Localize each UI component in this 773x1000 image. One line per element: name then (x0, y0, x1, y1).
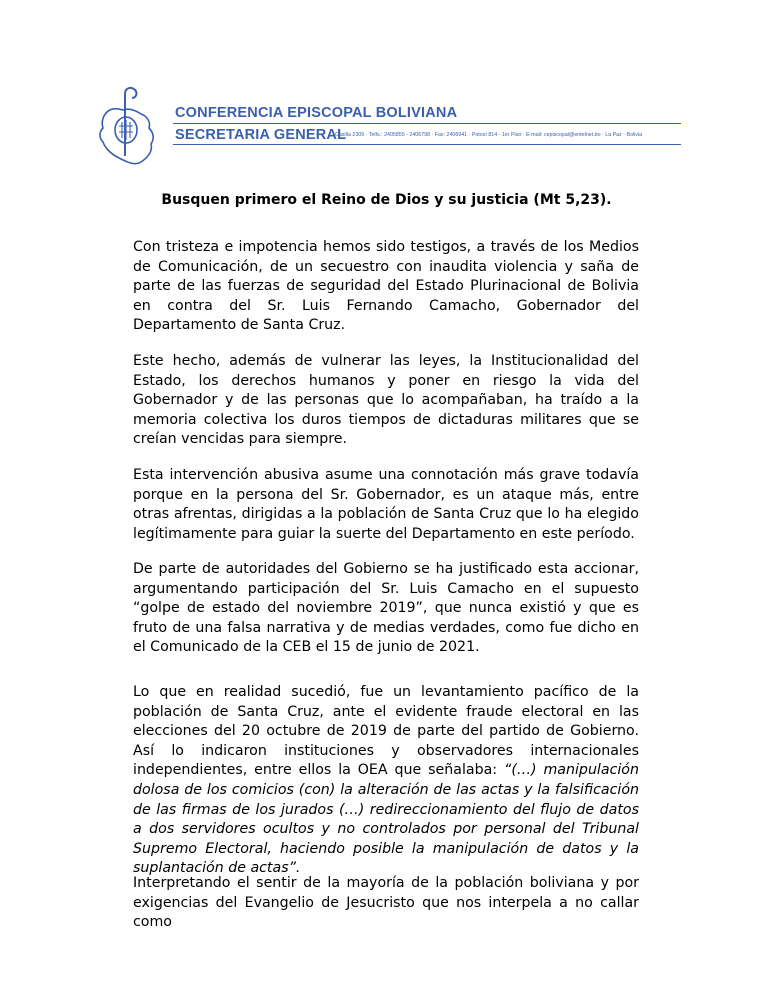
paragraph-1: Con tristeza e impotencia hemos sido testigos, a través de los Medios de Comunicación, de un secuestro con inaudita violencia y saña de parte de las fuerzas de seguridad del Estado Plurinacional de Bolivia en contra del Sr. Luis Fernando Camacho, Gobernador del Departamento de Santa Cruz. (133, 239, 639, 334)
department-name: SECRETARIA GENERAL (175, 127, 347, 143)
paragraph-2: Este hecho, además de vulnerar las leyes, la Institucionalidad del Estado, los derechos humanos y poner en riesgo la vida del Gobernador y de las personas que lo acompañaban, ha traído a la memoria colectiva los duros tiempos de dictaduras militares que se creían vencidas para siempre. (133, 353, 639, 448)
paragraph-6: Interpretando el sentir de la mayoría de la población boliviana y por exigencias del Evangelio de Jesucristo que nos interpela a no callar como (133, 875, 639, 931)
letterhead-rule-top (173, 123, 681, 124)
contact-info: Casilla 2309 · Telfs.: 2405855 - 2406798 · Fax: 2406941 · Potosí 814 - 1er Piso · E-mail: cepiscopal@entelnet.bo · La Paz - Bolivia (335, 132, 643, 138)
paragraph-5-quote: “(…) manipulación dolosa de los comicios (con) la alteración de las actas y la falsificación de las firmas de los jurados (…) redireccionamiento del flujo de datos a dos servidores ocultos y no controlados por personal del Tribunal Supremo Electoral, haciendo posible la manipulación de datos y la suplantación de actas”. (133, 762, 639, 877)
paragraph-3: Esta intervención abusiva asume una connotación más grave todavía porque en la persona del Sr. Gobernador, es un ataque más, entre otras afrentas, dirigidas a la población de Santa Cruz que lo ha elegido legítimamente para guiar la suerte del Departamento en este período. (133, 467, 639, 542)
paragraph-5-text: Lo que en realidad sucedió, fue un levantamiento pacífico de la población de Santa Cruz, ante el evidente fraude electoral en las elecciones del 20 octubre de 2019 de parte del partido de Gobierno. Así lo indicaron instituciones y observadores internacionales independientes, entre ellos la OEA que señalaba: (133, 684, 639, 779)
organization-name: CONFERENCIA EPISCOPAL BOLIVIANA (175, 105, 458, 121)
paragraph-4: De parte de autoridades del Gobierno se ha justificado esta accionar, argumentando participación del Sr. Luis Camacho en el supuesto “golpe de estado del noviembre 2019”, que nunca existió y que es fruto de una falsa narrativa y de medias verdades, como fue dicho en el Comunicado de la CEB el 15 de junio de 2021. (133, 561, 639, 656)
letterhead (95, 82, 695, 172)
bolivia-map-emblem-icon (95, 82, 157, 170)
document-title: Busquen primero el Reino de Dios y su justicia (Mt 5,23). (161, 192, 612, 208)
paragraph-5 (133, 683, 639, 879)
letterhead-rule-bottom (173, 144, 681, 145)
